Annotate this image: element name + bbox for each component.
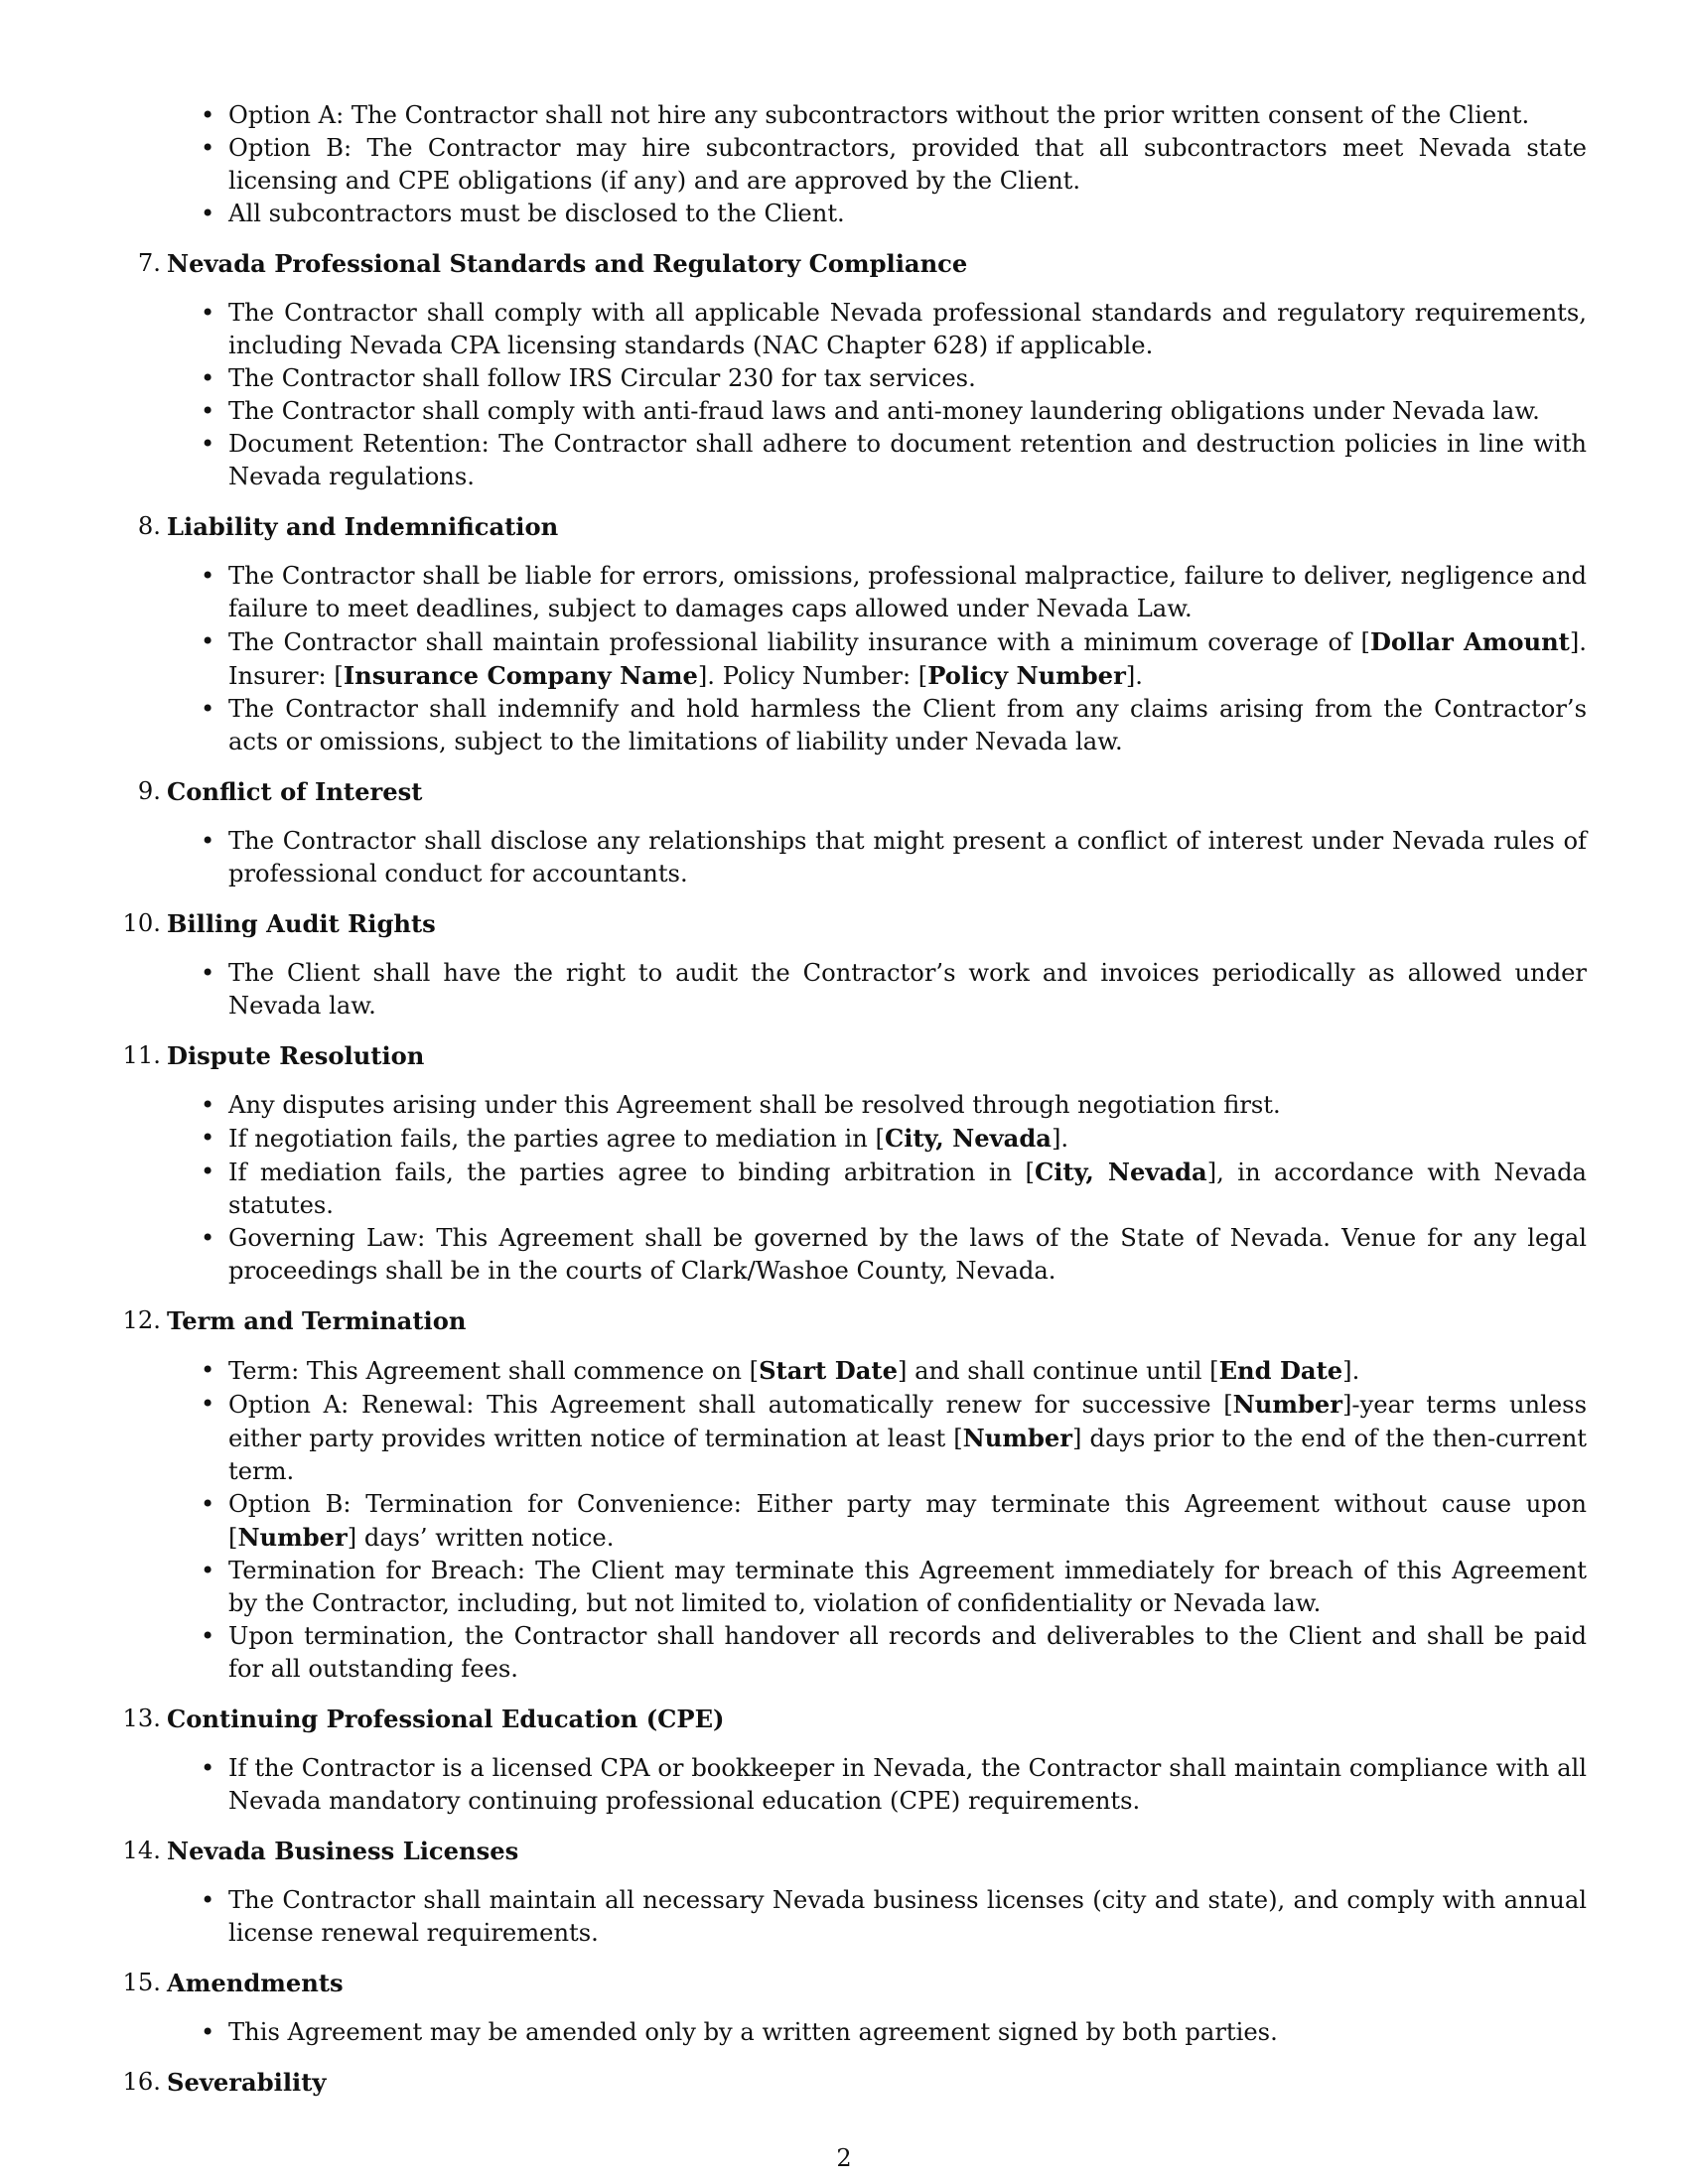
section-heading	[122, 1835, 1587, 1867]
section-title: Term and Termination	[167, 1306, 467, 1335]
section	[122, 1703, 1587, 1818]
list-item: • The Contractor shall disclose any relationships that might present a conflict of interest under Nevada rules of professional conduct for accountants.	[167, 825, 1587, 890]
bullet-list	[167, 1089, 1587, 1288]
list-item: • The Contractor shall follow IRS Circular 230 for tax services.	[167, 362, 1587, 395]
list-item: • This Agreement may be amended only by a written agreement signed by both parties.	[167, 2016, 1587, 2049]
section	[137, 510, 1587, 758]
list-item: • Termination for Breach: The Client may terminate this Agreement immediately for breach of this Agreement by the Contractor, including, but not limited to, violation of confidentiality or Nevada law.	[167, 1555, 1587, 1620]
section-title: Liability and Indemnification	[167, 512, 559, 541]
list-item: • Option A: The Contractor shall not hire any subcontractors without the prior written consent of the Client.	[167, 99, 1587, 132]
section-title: Nevada Professional Standards and Regulatory Compliance	[167, 249, 968, 278]
section-number: 9.	[137, 777, 161, 805]
bullet-list	[167, 1752, 1587, 1818]
section-heading	[137, 247, 1587, 280]
bullet-list	[167, 1354, 1587, 1686]
section-number: 8.	[137, 512, 161, 540]
section-heading	[122, 2066, 1587, 2099]
section-number: 12.	[122, 1306, 161, 1334]
section-number: 13.	[122, 1705, 161, 1732]
section-heading	[137, 775, 1587, 808]
placeholder-field: Number	[962, 1424, 1073, 1452]
placeholder-field: Policy Number	[927, 661, 1126, 690]
list-item: • The Contractor shall indemnify and hold harmless the Client from any claims arising from the Contractor’s acts or omissions, subject to the limitations of liability under Nevada law.	[167, 693, 1587, 758]
section-title: Dispute Resolution	[167, 1041, 425, 1070]
placeholder-field: City, Nevada	[1034, 1158, 1207, 1186]
placeholder-field: Number	[237, 1523, 348, 1552]
section-heading	[122, 1703, 1587, 1735]
placeholder-field: Dollar Amount	[1369, 627, 1570, 656]
list-item: • The Contractor shall comply with anti-fraud laws and anti-money laundering obligations under Nevada law.	[167, 395, 1587, 428]
list-item: • The Contractor shall maintain professional liability insurance with a minimum coverage of [Dollar Amount]. Insurer: [Insurance Company Name]. Policy Number: [Policy Number].	[167, 625, 1587, 693]
list-item: • If mediation fails, the parties agree to binding arbitration in [City, Nevada], in accordance with Nevada statutes.	[167, 1156, 1587, 1222]
section-number: 15.	[122, 1969, 161, 1996]
section-heading	[122, 1967, 1587, 1999]
section	[137, 247, 1587, 493]
list-item: • Option B: Termination for Convenience: Either party may terminate this Agreement without cause upon [Number] days’ written notice.	[167, 1488, 1587, 1555]
list-item: • Any disputes arising under this Agreement shall be resolved through negotiation first.	[167, 1089, 1587, 1122]
section	[122, 1039, 1587, 1288]
section-heading	[122, 1039, 1587, 1072]
intro-list	[167, 99, 1587, 230]
list-item: • Governing Law: This Agreement shall be governed by the laws of the State of Nevada. Venue for any legal proceedings shall be in the courts of Clark/Washoe County, Nevada.	[167, 1222, 1587, 1288]
list-item: • The Contractor shall comply with all applicable Nevada professional standards and regulatory requirements, including Nevada CPA licensing standards (NAC Chapter 628) if applicable.	[167, 297, 1587, 362]
list-item: • All subcontractors must be disclosed to the Client.	[167, 198, 1587, 230]
bullet-list	[167, 560, 1587, 758]
bullet-list	[167, 297, 1587, 493]
section-number: 10.	[122, 909, 161, 937]
list-item: • Document Retention: The Contractor shall adhere to document retention and destruction policies in line with Nevada regulations.	[167, 428, 1587, 493]
document-body	[122, 99, 1587, 2116]
section-heading	[122, 1304, 1587, 1337]
section-title: Billing Audit Rights	[167, 909, 436, 938]
list-item: • The Client shall have the right to audit the Contractor’s work and invoices periodically as allowed under Nevada law.	[167, 957, 1587, 1023]
bullet-list	[167, 2016, 1587, 2049]
section-number: 11.	[122, 1041, 161, 1069]
section	[122, 1967, 1587, 2049]
section-number: 7.	[137, 249, 161, 277]
section-number: 14.	[122, 1837, 161, 1864]
section-title: Amendments	[167, 1969, 344, 1997]
placeholder-field: City, Nevada	[884, 1124, 1052, 1153]
list-item: • If the Contractor is a licensed CPA or bookkeeper in Nevada, the Contractor shall maintain compliance with all Nevada mandatory continuing professional education (CPE) requirements.	[167, 1752, 1587, 1818]
section-title: Severability	[167, 2068, 327, 2097]
section-title: Continuing Professional Education (CPE)	[167, 1705, 725, 1733]
page-number: 2	[836, 2144, 852, 2172]
bullet-list	[167, 1884, 1587, 1950]
section-title: Conflict of Interest	[167, 777, 423, 806]
list-item: • Upon termination, the Contractor shall handover all records and deliverables to the Client and shall be paid for all outstanding fees.	[167, 1620, 1587, 1686]
bullet-list	[167, 825, 1587, 890]
list-item: • The Contractor shall maintain all necessary Nevada business licenses (city and state), and comply with annual license renewal requirements.	[167, 1884, 1587, 1950]
section	[137, 775, 1587, 890]
list-item: • The Contractor shall be liable for errors, omissions, professional malpractice, failure to deliver, negligence and failure to meet deadlines, subject to damages caps allowed under Nevada Law.	[167, 560, 1587, 625]
section	[122, 907, 1587, 1023]
section-title: Nevada Business Licenses	[167, 1837, 519, 1865]
section-heading	[122, 907, 1587, 940]
list-item: • If negotiation fails, the parties agree to mediation in [City, Nevada].	[167, 1122, 1587, 1156]
section	[122, 1304, 1587, 1686]
section	[122, 1835, 1587, 1950]
section-number: 16.	[122, 2068, 161, 2096]
placeholder-field: End Date	[1218, 1356, 1343, 1385]
list-item: • Option A: Renewal: This Agreement shall automatically renew for successive [Number]-year terms unless either party provides written notice of termination at least [Number] days prior to the end of the then-current term.	[167, 1388, 1587, 1488]
section	[122, 2066, 1587, 2099]
sections-container	[122, 247, 1587, 2099]
list-item: • Option B: The Contractor may hire subcontractors, provided that all subcontractors meet Nevada state licensing and CPE obligations (if any) and are approved by the Client.	[167, 132, 1587, 198]
placeholder-field: Insurance Company Name	[343, 661, 698, 690]
placeholder-field: Number	[1232, 1390, 1342, 1419]
placeholder-field: Start Date	[759, 1356, 898, 1385]
bullet-list	[167, 957, 1587, 1023]
section-heading	[137, 510, 1587, 543]
list-item: • Term: This Agreement shall commence on [Start Date] and shall continue until [End Date].	[167, 1354, 1587, 1388]
